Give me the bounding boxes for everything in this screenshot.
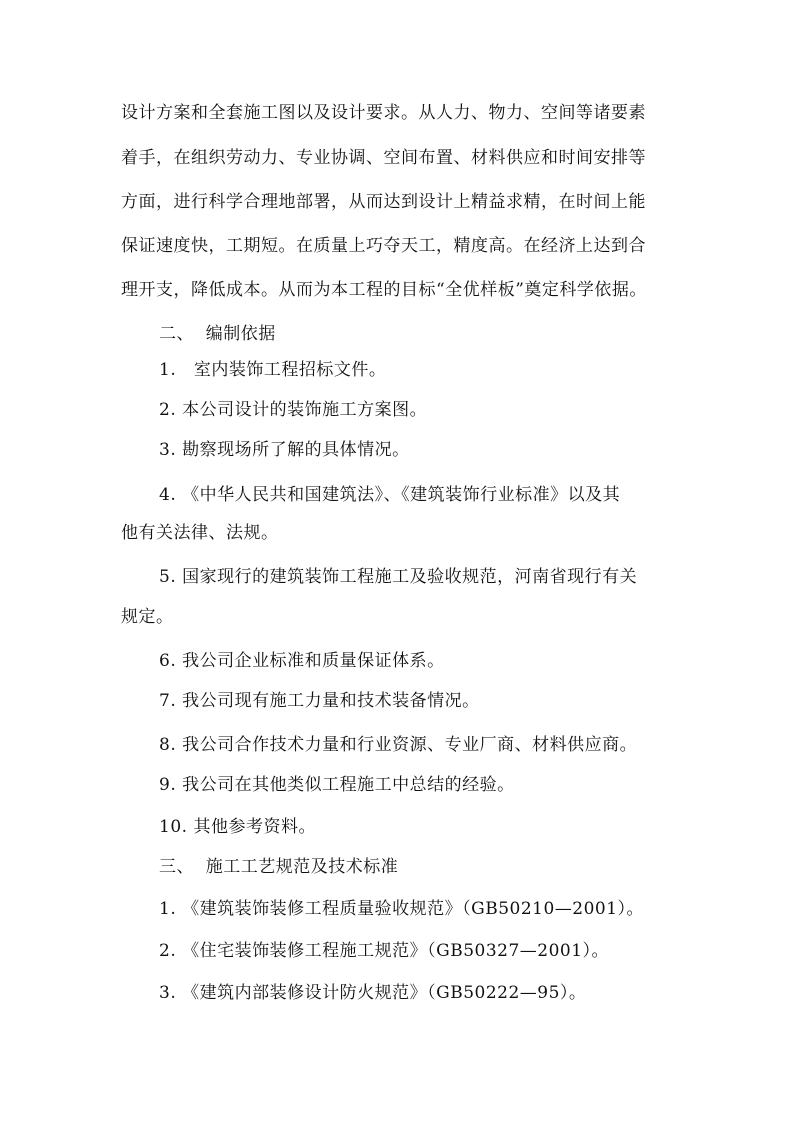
- basis-item-8: 8. 我公司合作技术力量和行业资源、专业厂商、材料供应商。: [159, 735, 638, 755]
- intro-line-3: 方面，进行科学合理地部署，从而达到设计上精益求精，在时间上能: [121, 192, 646, 212]
- standard-item-1: 1. 《建筑装饰装修工程质量验收规范》（GB50210—2001）。: [159, 899, 645, 919]
- section-2-heading: 二、 编制依据: [159, 324, 276, 344]
- basis-item-4-continued: 他有关法律、法规。: [121, 523, 279, 543]
- standard-item-3: 3. 《建筑内部装修设计防火规范》（GB50222—95）。: [159, 983, 587, 1003]
- basis-item-3: 3. 勘察现场所了解的具体情况。: [159, 440, 410, 460]
- basis-item-5-continued: 规定。: [121, 607, 174, 627]
- basis-item-2: 2. 本公司设计的装饰施工方案图。: [159, 400, 428, 420]
- basis-item-9: 9. 我公司在其他类似工程施工中总结的经验。: [159, 775, 515, 795]
- basis-item-7: 7. 我公司现有施工力量和技术装备情况。: [159, 691, 480, 711]
- basis-item-4: 4. 《中华人民共和国建筑法》、《建筑装饰行业标准》以及其: [159, 485, 621, 505]
- section-3-heading: 三、 施工工艺规范及技术标准: [159, 857, 399, 877]
- intro-line-5: 理开支，降低成本。从而为本工程的目标“全优样板”奠定科学依据。: [121, 280, 647, 300]
- intro-line-4: 保证速度快，工期短。在质量上巧夺天工，精度高。在经济上达到合: [121, 236, 646, 256]
- basis-item-10: 10. 其他参考资料。: [159, 817, 316, 837]
- basis-item-6: 6. 我公司企业标准和质量保证体系。: [159, 651, 445, 671]
- intro-line-2: 着手，在组织劳动力、专业协调、空间布置、材料供应和时间安排等: [121, 148, 646, 168]
- basis-item-1: 1. 室内装饰工程招标文件。: [159, 360, 387, 380]
- basis-item-5: 5. 国家现行的建筑装饰工程施工及验收规范，河南省现行有关: [159, 567, 638, 587]
- standard-item-2: 2. 《住宅装饰装修工程施工规范》（GB50327—2001）。: [159, 941, 610, 961]
- intro-line-1: 设计方案和全套施工图以及设计要求。从人力、物力、空间等诸要素: [121, 103, 646, 123]
